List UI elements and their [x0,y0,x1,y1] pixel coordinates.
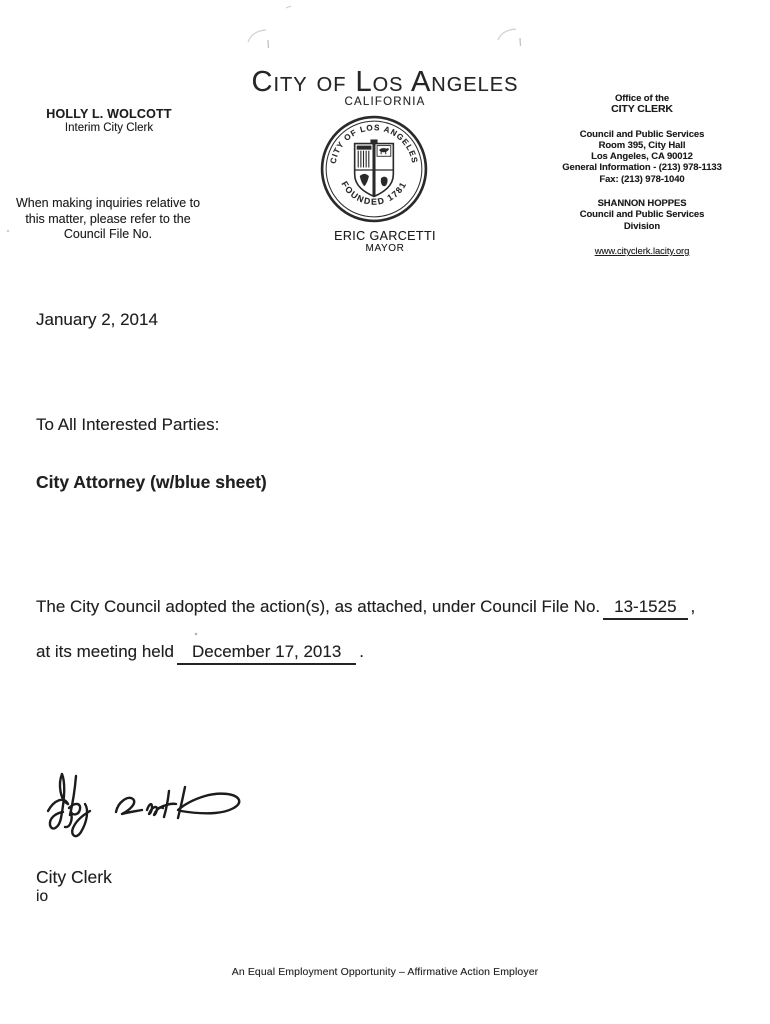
city-seal [318,113,430,225]
meeting-date-value: December 17, 2013 [191,642,342,661]
department-name: Council and Public Services [579,128,705,140]
website-link[interactable]: www.cityclerk.lacity.org [594,245,690,257]
letterhead-subtitle: CALIFORNIA [344,96,426,108]
paragraph-line2 [36,642,364,665]
city-seal-icon [318,113,430,225]
inquiries-note-line3: Council File No. [63,227,153,241]
address-line1: Room 395, City Hall [598,139,686,151]
contact-block [551,198,733,232]
office-line2: CITY CLERK [611,103,673,116]
footer-eeo-line: An Equal Employment Opportunity – Affirmative Action Employer [231,966,539,978]
council-file-no-blank [603,597,687,620]
paragraph-line1 [36,597,695,620]
meeting-date-blank [177,642,356,665]
council-file-no-value: 13-1525 [614,597,677,616]
mayor-title: MAYOR [365,243,405,254]
contact-name: SHANNON HOPPES [597,198,687,210]
inquiries-note-line2: this matter, please refer to the [25,211,191,226]
clerk-role: Interim City Clerk [64,122,154,134]
svg-text:CITY OF LOS ANGELES: CITY OF LOS ANGELES [328,123,420,165]
recipient-line: City Attorney (w/blue sheet) [36,472,267,492]
salutation: To All Interested Parties: [36,415,220,434]
website-block [551,246,733,257]
contact-dept-line1: Council and Public Services [579,209,705,221]
handwritten-signature [42,769,247,857]
signer-title: City Clerk [36,867,112,887]
department-block [551,129,733,185]
after-meeting-date: . [359,642,365,661]
office-line1: Office of the [614,93,670,104]
clerk-name: HOLLY L. WOLCOTT [46,107,172,121]
svg-text:FOUNDED 1781: FOUNDED 1781 [339,179,409,207]
address-line2: Los Angeles, CA 90012 [591,151,693,163]
contact-dept-line2: Division [623,220,661,232]
office-info-block [551,93,733,257]
fax-line: Fax: (213) 978-1040 [599,173,685,185]
letter-date: January 2, 2014 [36,310,158,329]
clerk-name-block [25,107,193,135]
paragraph-part1: The City Council adopted the action(s), as attached, under Council File No. [36,597,601,616]
mayor-name: ERIC GARCETTI [334,229,436,243]
phone-line: General Information - (213) 978-1133 [562,162,722,174]
after-file-no: , [690,597,696,616]
typist-initials: io [36,888,49,905]
inquiries-note-line1: When making inquiries relative to [15,196,201,210]
letterhead-title: City of Los Angeles [251,66,519,98]
paragraph-part2: at its meeting held [36,642,174,661]
